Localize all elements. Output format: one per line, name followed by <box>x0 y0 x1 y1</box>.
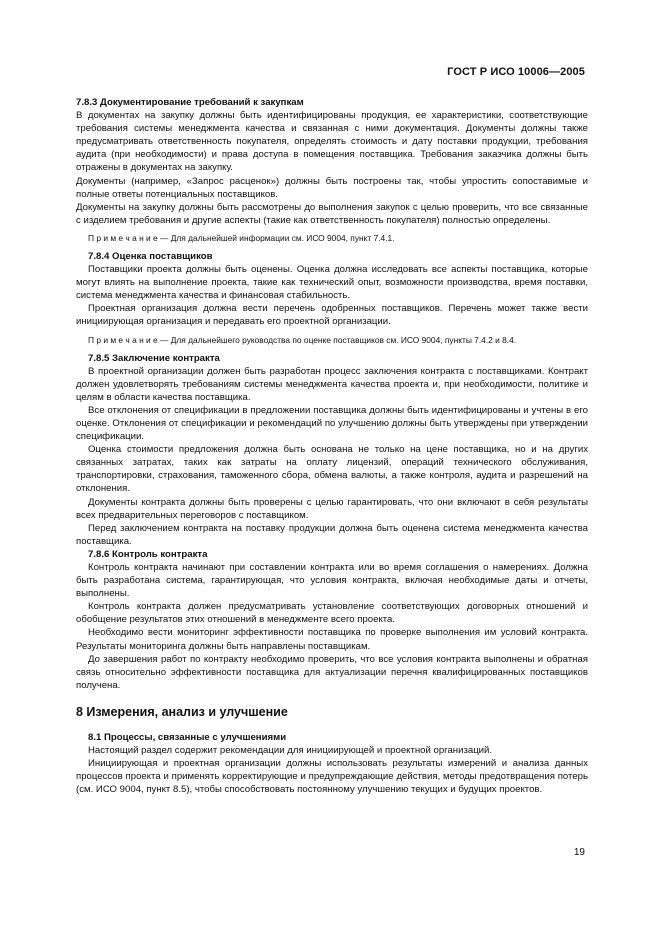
note-label: П р и м е ч а н и е <box>88 334 158 345</box>
paragraph-7-8-5-4: Документы контракта должны быть проверены с целью гарантировать, что они включают в себя результаты всех предварительных переговоров с поставщиком. <box>76 496 588 521</box>
section-heading-7-8-5: 7.8.5 Заключение контракта <box>88 352 220 364</box>
paragraph-7-8-6-3: Необходимо вести мониторинг эффективности поставщика по проверке выполнения им условий контракта. Результаты мониторинга должны быть направлены поставщикам. <box>76 627 588 652</box>
note-text: — Для дальнейшей информации см. ИСО 9004, пункт 7.4.1. <box>157 232 395 243</box>
paragraph-7-8-4-2: Проектная организация должна вести перечень одобренных поставщиков. Перечень может также вести инициирующая организация и передавать его проектной организации. <box>76 303 588 328</box>
document-body <box>76 96 588 797</box>
note-7-8-3 <box>76 233 588 244</box>
section-heading-8-1: 8.1 Процессы, связанные с улучшениями <box>88 732 287 744</box>
chapter-heading-8: 8 Измерения, анализ и улучшение <box>76 704 288 719</box>
paragraph-7-8-6-4: До завершения работ по контракту необходимо проверить, что все условия контракта выполнены и обратная связь относительно эффективности поставщика для актуализации перечня квалифицированных поставщиков получена. <box>76 653 588 691</box>
paragraph-7-8-5-3: Оценка стоимости предложения должна быть основана не только на цене поставщика, но и на других связанных затратах, таких как затраты на оплату лицензий, операций технического обслуживания, транспортировки, страхования, таможенного сбора, обмена валюты, а также контроля, аудита и разрешений на отклонения. <box>76 444 588 495</box>
paragraph-8-1-2: Инициирующая и проектная организации должны использовать результаты измерений и анализа данных процессов проекта и применять корректирующие и предупреждающие действия, методы предотвращения потерь (см. ИСО 9004, пункт 8.5), чтобы способствовать постоянному улучшению текущих и будущих проектов. <box>76 758 588 796</box>
note-label: П р и м е ч а н и е <box>88 232 158 243</box>
page-number: 19 <box>573 847 585 858</box>
section-heading-7-8-6: 7.8.6 Контроль контракта <box>88 548 208 560</box>
paragraph-7-8-3-2: Документы (например, «Запрос расценок») должны быть построены так, чтобы упростить сопоставимые и полные ответы потенциальных поставщиков. <box>76 175 588 200</box>
section-heading-7-8-3-text: 7.8.3 Документирование требований к закупкам <box>76 97 304 108</box>
paragraph-7-8-4-1: Поставщики проекта должны быть оценены. Оценка должна исследовать все аспекты поставщика, которые могут влиять на выполнение проекта, такие как технический опыт, возможности производства, время поставки, система менеджмента качества и финансовая стабильность. <box>76 264 588 302</box>
paragraph-7-8-6-1: Контроль контракта начинают при составлении контракта или во время соглашения о намерениях. Должна быть разработана система, гарантирующая, что условия контракта, включая необходимые даты и отчеты, выполнены. <box>76 562 588 600</box>
paragraph-8-1-1: Настоящий раздел содержит рекомендации для инициирующей и проектной организаций. <box>88 745 493 757</box>
paragraph-7-8-3-3: Документы на закупку должны быть рассмотрены до выполнения закупок с целью проверить, что все связанные с изделием требования и другие аспекты (такие как ответственность покупателя) полностью определены. <box>76 201 588 226</box>
paragraph-7-8-5-1: В проектной организации должен быть разработан процесс заключения контракта с поставщиками. Контракт должен удовлетворять требованиям системы менеджмента качества проекта и, при необходимости, политике и целям в области качества поставщика. <box>76 365 588 403</box>
document-header: ГОСТ Р ИСО 10006—2005 <box>447 66 585 78</box>
paragraph-7-8-5-2: Все отклонения от спецификации в предложении поставщика должны быть идентифицированы и учтены в его оценке. Отклонения от спецификации и рекомендаций по улучшению должны быть утверждены при утверждении спецификации. <box>76 404 588 443</box>
paragraph-7-8-3-1: В документах на закупку должны быть идентифицированы продукция, ее характеристики, соответствующие требования системы менеджмента качества и связанная с ними документация. Документы должны также предусматривать ответственность покупателя, определять стоимость и дату поставки продукции, требования аудита (при необходимости) и права доступа в помещения поставщика. Требования заказчика должны быть отражены в документах на закупку. <box>76 110 588 174</box>
note-text: — Для дальнейшего руководства по оценке поставщиков см. ИСО 9004, пункты 7.4.2 и 8.4. <box>157 334 517 345</box>
paragraph-7-8-6-2: Контроль контракта должен предусматривать установление соответствующих договорных отношений и обобщение результатов этих отношений в менеджменте всего проекта. <box>76 601 588 626</box>
section-heading-7-8-4: 7.8.4 Оценка поставщиков <box>88 250 213 262</box>
note-7-8-4 <box>76 335 588 346</box>
paragraph-7-8-5-5: Перед заключением контракта на поставку продукции должна быть оценена система менеджмента качества поставщика. <box>76 522 588 547</box>
section-heading-7-8-3 <box>76 96 588 109</box>
